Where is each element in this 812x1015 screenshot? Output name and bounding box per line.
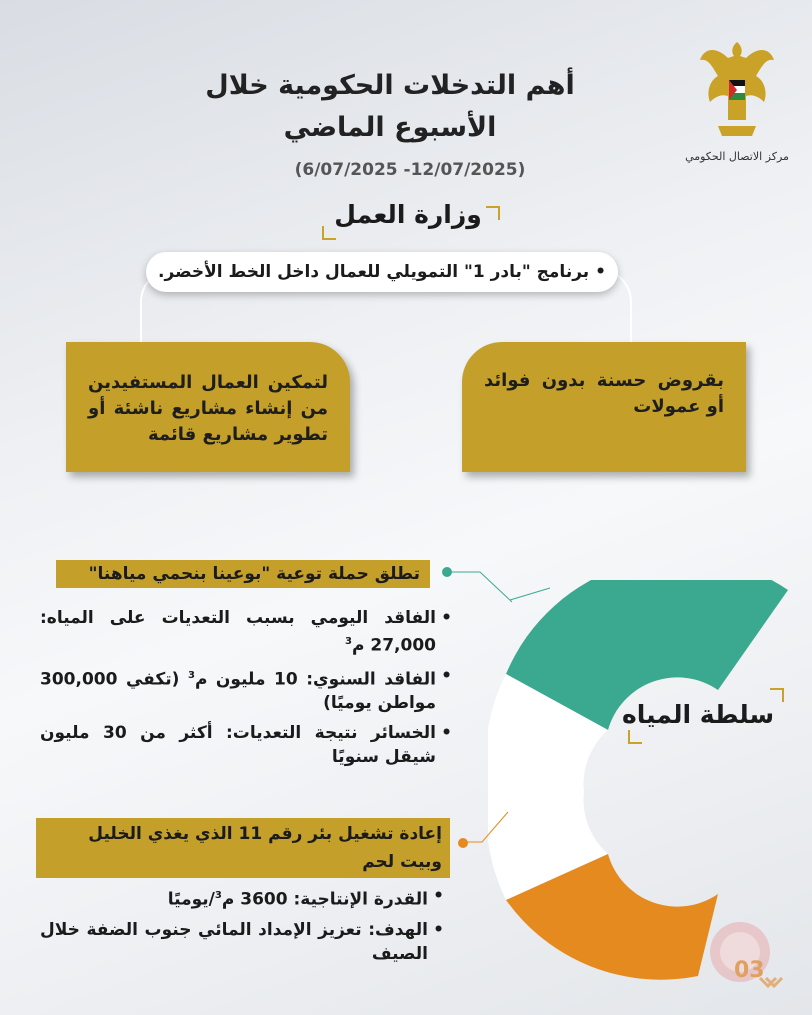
list-item: • الخسائر نتيجة التعديات: أكثر من 30 مليون شيقل سنويًا <box>40 721 436 769</box>
heading-corner-decoration <box>628 730 642 744</box>
page-title-line-2: الأسبوع الماضي <box>283 112 497 143</box>
list-item: • القدرة الإنتاجية: 3600 م$^3$/يوميًا <box>40 884 428 912</box>
campaign-label: تطلق حملة توعية "بوعينا بنحمي مياهنا" <box>56 560 430 588</box>
labour-ministry-heading: وزارة العمل <box>334 200 482 229</box>
well-dot <box>458 838 468 848</box>
center-name: مركز الاتصال الحكومي <box>685 150 789 163</box>
list-item: • الفاقد السنوي: 10 مليون م$^3$ (تكفي 300,000 مواطن يوميًا) <box>40 664 436 716</box>
page-title-line-1: أهم التدخلات الحكومية خلال <box>205 70 575 101</box>
list-item: • الفاقد اليومي بسبب التعديات على المياه: 27,000 م$^3$ <box>40 606 436 658</box>
campaign-dot <box>442 567 452 577</box>
palestine-eagle-emblem-icon <box>698 36 776 146</box>
campaign-connector-line <box>452 566 522 606</box>
program-pill: • برنامج "بادر 1" التمويلي للعمال داخل الخط الأخضر. <box>146 252 618 292</box>
date-range: (6/07/2025 -12/07/2025) <box>294 160 526 180</box>
water-loss-list <box>40 606 458 775</box>
well-details-list <box>40 884 450 972</box>
watermark-number: 03 <box>734 958 765 983</box>
empowerment-info-box: لتمكين العمال المستفيدين من إنشاء مشاريع ناشئة أو تطوير مشاريع قائمة <box>66 342 350 472</box>
well-label: إعادة تشغيل بئر رقم 11 الذي يغذي الخليل وبيت لحم <box>36 818 450 878</box>
water-authority-heading: سلطة المياه <box>621 700 775 729</box>
well-connector-line <box>462 806 512 846</box>
maan-watermark-logo <box>696 912 786 1002</box>
list-item: • الهدف: تعزيز الإمداد المائي جنوب الضفة خلال الصيف <box>40 918 428 966</box>
loan-info-box: بقروض حسنة بدون فوائد أو عمولات <box>462 342 746 472</box>
